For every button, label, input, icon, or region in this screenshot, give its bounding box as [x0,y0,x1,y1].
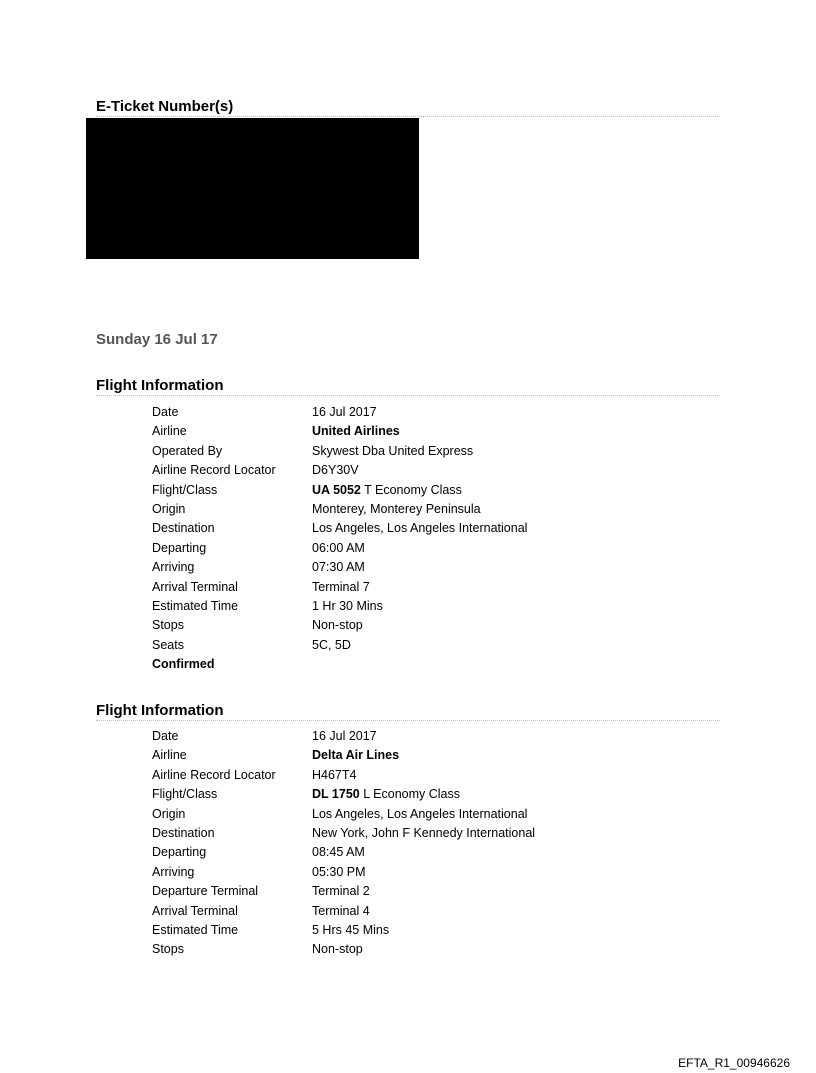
detail-value [312,403,377,422]
detail-row [152,442,527,461]
detail-value-bold: United Airlines [312,424,400,439]
detail-value-text: New York, John F Kennedy International [312,825,536,840]
detail-label: Stops [152,618,184,633]
detail-row [152,597,527,616]
detail-label: Stops [152,942,184,957]
detail-value-text: Skywest Dba United Express [312,443,474,458]
day-heading: Sunday 16 Jul 17 [96,331,218,348]
detail-label: Departing [152,845,207,860]
detail-value-text: Monterey, Monterey Peninsula [312,501,481,516]
booking-status: Confirmed [152,657,215,672]
detail-value-text: 08:45 AM [312,845,365,860]
detail-value [312,461,359,480]
detail-value [312,785,460,804]
detail-row [152,578,527,597]
detail-value-text: Terminal 4 [312,903,370,918]
detail-label: Airline Record Locator [152,463,276,478]
detail-row [152,727,535,746]
detail-row [152,519,527,538]
detail-row [152,940,535,959]
detail-row [152,422,527,441]
detail-row [152,558,527,577]
detail-row [152,824,535,843]
detail-label: Seats [152,637,184,652]
detail-value [312,843,365,862]
detail-value-bold: DL 1750 [312,787,360,802]
detail-value [312,539,365,558]
detail-value [312,824,535,843]
detail-value-text: Non-stop [312,618,363,633]
flight2-details [152,727,535,960]
detail-value [312,558,365,577]
detail-label: Arrival Terminal [152,903,238,918]
detail-label: Date [152,405,179,419]
detail-value-text: 1 Hr 30 Mins [312,598,383,613]
detail-label: Arriving [152,560,195,575]
detail-label: Flight/Class [152,787,218,802]
detail-row [152,863,535,882]
detail-label: Departing [152,540,207,555]
detail-value [312,902,370,921]
detail-value-text: Los Angeles, Los Angeles International [312,521,528,536]
detail-value-bold: UA 5052 [312,482,361,497]
detail-label: Estimated Time [152,922,239,937]
detail-row [152,539,527,558]
detail-value [312,422,400,441]
detail-row [152,461,527,480]
detail-value [312,442,473,461]
detail-value [312,597,383,616]
detail-value [312,616,363,635]
detail-row [152,500,527,519]
detail-value-text: 07:30 AM [312,560,365,575]
detail-value [312,940,363,959]
detail-value [312,863,366,882]
detail-value [312,500,481,519]
detail-label: Origin [152,501,186,516]
detail-label: Arrival Terminal [152,579,238,594]
detail-value [312,578,370,597]
detail-row [152,636,527,655]
detail-label: Airline Record Locator [152,767,276,782]
detail-value [312,921,389,940]
detail-label: Operated By [152,443,223,458]
detail-value-bold: Delta Air Lines [312,748,400,763]
flight1-heading: Flight Information [96,377,720,396]
detail-row [152,921,535,940]
detail-value-text: H467T4 [312,767,357,782]
detail-value [312,766,356,785]
detail-row [152,746,535,765]
detail-value-text: Los Angeles, Los Angeles International [312,806,528,821]
detail-value-text: L Economy Class [359,787,460,802]
detail-value [312,636,351,655]
detail-row [152,616,527,635]
detail-label: Origin [152,806,186,821]
detail-value [312,519,527,538]
detail-value-text: 16 Jul 2017 [312,405,377,419]
detail-row [152,481,527,500]
detail-row [152,902,535,921]
detail-value [312,727,377,746]
detail-row [152,766,535,785]
detail-row [152,805,535,824]
eticket-heading: E-Ticket Number(s) [96,98,720,117]
flight1-details [152,403,527,674]
detail-label: Airline [152,748,187,763]
detail-value-text: 5C, 5D [312,637,351,652]
detail-label: Airline [152,424,187,439]
detail-value-text: 06:00 AM [312,540,365,555]
detail-row [152,843,535,862]
detail-value-text: Terminal 2 [312,884,370,899]
flight2-heading: Flight Information [96,702,720,721]
detail-value-text: Terminal 7 [312,579,370,594]
redaction-block [86,118,419,259]
detail-label: Date [152,729,179,743]
detail-row [152,403,527,422]
detail-row [152,785,535,804]
detail-label: Destination [152,825,215,840]
detail-value [312,481,462,500]
detail-value-text: Non-stop [312,942,363,957]
detail-label: Flight/Class [152,482,218,497]
detail-label: Arriving [152,864,195,879]
document-id: EFTA_R1_00946626 [678,1056,790,1070]
detail-value-text: D6Y30V [312,463,359,478]
detail-value-text: 05:30 PM [312,864,366,879]
detail-label: Estimated Time [152,598,239,613]
detail-label: Departure Terminal [152,884,259,899]
detail-value-text: 5 Hrs 45 Mins [312,922,390,937]
detail-value [312,882,370,901]
detail-value-text: 16 Jul 2017 [312,729,377,743]
detail-value [312,746,399,765]
detail-label: Destination [152,521,215,536]
detail-row [152,882,535,901]
detail-value [312,805,527,824]
detail-value-text: T Economy Class [360,482,462,497]
